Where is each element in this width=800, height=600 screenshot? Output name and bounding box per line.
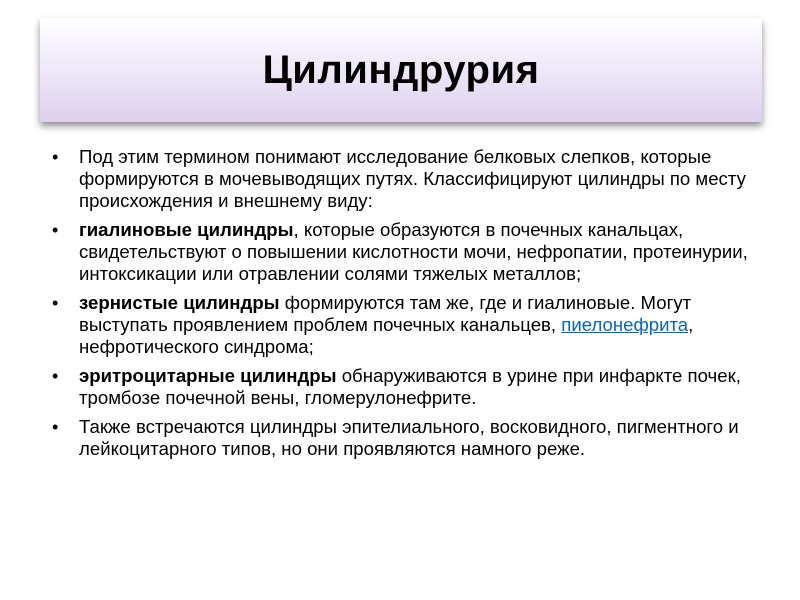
title-box bbox=[40, 18, 762, 122]
bullet-item bbox=[52, 219, 772, 285]
bullet-dot-icon: • bbox=[52, 220, 59, 240]
slide-title: Цилиндрурия bbox=[262, 47, 540, 92]
bullet-item bbox=[52, 365, 772, 409]
bullet-dot-icon: • bbox=[52, 417, 59, 437]
bullet-text: Также встречаются цилиндры эпителиального, восковидного, пигментного и лейкоцитарного типов, но они проявляются намного реже. bbox=[79, 416, 739, 459]
bullet-item bbox=[52, 146, 772, 212]
bullet-list bbox=[52, 146, 772, 460]
pyelonephritis-link[interactable]: пиелонефрита bbox=[561, 314, 689, 335]
bullet-text: , нефротического синдрома; bbox=[79, 314, 694, 357]
bullet-dot-icon: • bbox=[52, 147, 59, 167]
bullet-term: гиалиновые цилиндры bbox=[79, 219, 294, 240]
bullet-text: , которые образуются в почечных канальцах, свидетельствуют о повышении кислотности мочи, нефропатии, протеинурии, интоксикации или отравлении солями тяжелых металлов; bbox=[79, 219, 748, 284]
bullet-item bbox=[52, 416, 772, 460]
bullet-text: Под этим термином понимают исследование белковых слепков, которые формируются в мочевыводящих путях. Классифицируют цилиндры по месту происхождения и внешнему виду: bbox=[79, 146, 746, 211]
bullet-term: эритроцитарные цилиндры bbox=[79, 365, 337, 386]
bullet-text: обнаруживаются в урине при инфаркте почек, тромбозе почечной вены, гломерулонефрите. bbox=[79, 365, 741, 408]
bullet-dot-icon: • bbox=[52, 293, 59, 313]
bullet-item bbox=[52, 292, 772, 358]
content-area bbox=[52, 146, 772, 467]
bullet-dot-icon: • bbox=[52, 366, 59, 386]
bullet-text: формируются там же, где и гиалиновые. Могут выступать проявлением проблем почечных канальцев, bbox=[79, 292, 692, 335]
bullet-term: зернистые цилиндры bbox=[79, 292, 280, 313]
